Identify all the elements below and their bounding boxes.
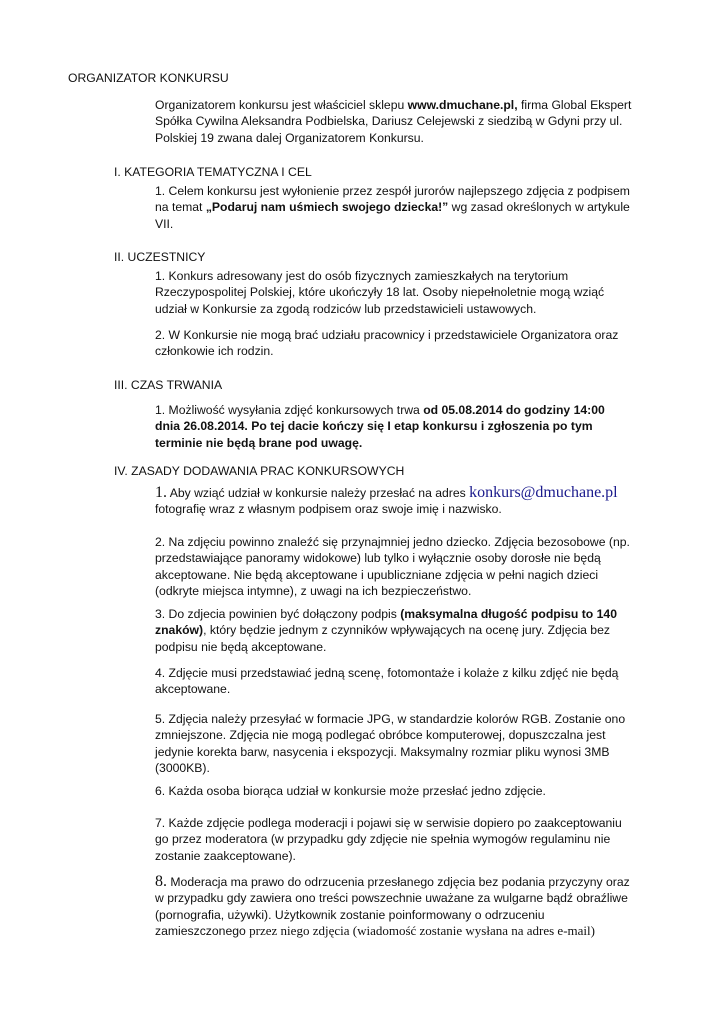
paragraph-zasady-4: 4. Zdjęcie musi przedstawiać jedną scenę, fotomontaże i kolaże z kilku zdjęć nie będą akceptowane.	[155, 666, 619, 697]
paragraph-uczestnicy-1: 1. Konkurs adresowany jest do osób fizycznych zamieszkałych na terytorium Rzeczypospolitej Polskiej, które ukończyły 18 lat. Osoby niepełnoletnie mogą wziąć udział w Konkursie za zgodą rodziców lub przedstawicieli ustawowych.	[155, 269, 605, 316]
paragraph-zasady-2: 2. Na zdjęciu powinno znaleźć się przynajmniej jedno dziecko. Zdjęcia bezosobowe (np. przedstawiające panoramy widokowe) lub tylko i wyłącznie osoby dorosłe nie będą akceptowane. Nie będą akceptowane i upubliczniane zdjęcia w pełni nagich dzieci (odkryte miejsca intymne), z uwagi na ich bezpieczeństwo.	[155, 535, 630, 599]
text-span: Moderacja ma prawo do odrzucenia przesłanego zdjęcia bez podania przyczyny oraz w przypadku gdy zawiera ono treści powszechnie uważane za wulgarne bądź obraźliwe (pornografia, używki). Użytkownik zostanie poinformowany o odrzuceniu zamieszczonego	[155, 875, 630, 939]
paragraph-zasady-3	[155, 606, 633, 655]
text-span: Organizatorem konkursu jest właściciel sklepu	[155, 98, 408, 112]
paragraph-zasady-1	[155, 485, 633, 518]
item-number: 1.	[155, 484, 167, 501]
section-heading-uczestnicy: II. UCZESTNICY	[114, 250, 206, 264]
paragraph-czas-trwania-1	[155, 402, 633, 451]
paragraph-uczestnicy-2: 2. W Konkursie nie mogą brać udziału pracownicy i przedstawiciele Organizatora oraz członkowie ich rodzin.	[155, 328, 619, 359]
item-number: 8.	[155, 873, 167, 890]
section-heading-czas-trwania: III. CZAS TRWANIA	[114, 378, 223, 392]
email-link[interactable]: konkurs@dmuchane.pl	[469, 484, 618, 501]
paragraph-zasady-7: 7. Każde zdjęcie podlega moderacji i pojawi się w serwisie dopiero po zaakceptowaniu go przez moderatora (w przypadku gdy zdjęcie nie spełnia wymogów regulaminu nie zostanie zaakceptowane).	[155, 816, 622, 863]
text-span: firma Global Ekspert Spółka Cywilna Aleksandra Podbielska, Dariusz Celejewski z siedzibą w Gdyni przy ul. Polskiej 19 zwana dalej Organizatorem Konkursu.	[155, 98, 632, 145]
paragraph-organizator	[155, 97, 633, 146]
text-span: 1. Możliwość wysyłania zdjęć konkursowych trwa	[155, 403, 424, 417]
bold-text: (maksymalna długość podpisu to 140 znaków)	[155, 607, 617, 638]
text-span: wg zasad określonych w artykule VII.	[155, 200, 630, 231]
bold-text: od 05.08.2014 do godziny 14:00 dnia 26.08.2014. Po tej dacie kończy się I etap konkursu i zgłoszenia po tym terminie nie będą brane pod uwagę.	[155, 403, 605, 450]
paragraph-kategoria-1	[155, 183, 633, 232]
text-span: 1. Celem konkursu jest wyłonienie przez zespół jurorów najlepszego zdjęcia z podpisem na temat	[155, 184, 630, 215]
bold-text: „Podaruj nam uśmiech swojego dziecka!”	[205, 200, 449, 215]
text-span: przez niego zdjęcia (wiadomość zostanie wysłana na adres e-mail)	[249, 923, 595, 939]
section-heading-kategoria: I. KATEGORIA TEMATYCZNA I CEL	[114, 165, 312, 179]
text-span: 3. Do zdjecia powinien być dołączony podpis	[155, 607, 401, 621]
paragraph-zasady-5: 5. Zdjęcia należy przesyłać w formacie JPG, w standardzie kolorów RGB. Zostanie ono zmniejszone. Zdjęcia nie mogą podlegać obróbce komputerowej, dopuszczalna jest jedynie korekta barw, nasycenia i ekspozycji. Maksymalny rozmiar pliku wynosi 3MB (3000KB).	[155, 712, 626, 776]
text-span: Aby wziąć udział w konkursie należy przesłać na adres	[167, 486, 470, 500]
bold-text: www.dmuchane.pl,	[407, 98, 518, 112]
paragraph-zasady-8	[155, 874, 633, 940]
text-span: , który będzie jednym z czynników wpływających na ocenę jury. Zdjęcia bez podpisu nie będą akceptowane.	[155, 623, 610, 654]
section-heading-organizator: ORGANIZATOR KONKURSU	[68, 71, 229, 85]
text-span: fotografię wraz z własnym podpisem oraz swoje imię i nazwisko.	[155, 502, 502, 517]
section-heading-zasady: IV. ZASADY DODAWANIA PRAC KONKURSOWYCH	[114, 464, 405, 478]
paragraph-zasady-6: 6. Każda osoba biorąca udział w konkursie może przesłać jedno zdjęcie.	[155, 784, 546, 798]
